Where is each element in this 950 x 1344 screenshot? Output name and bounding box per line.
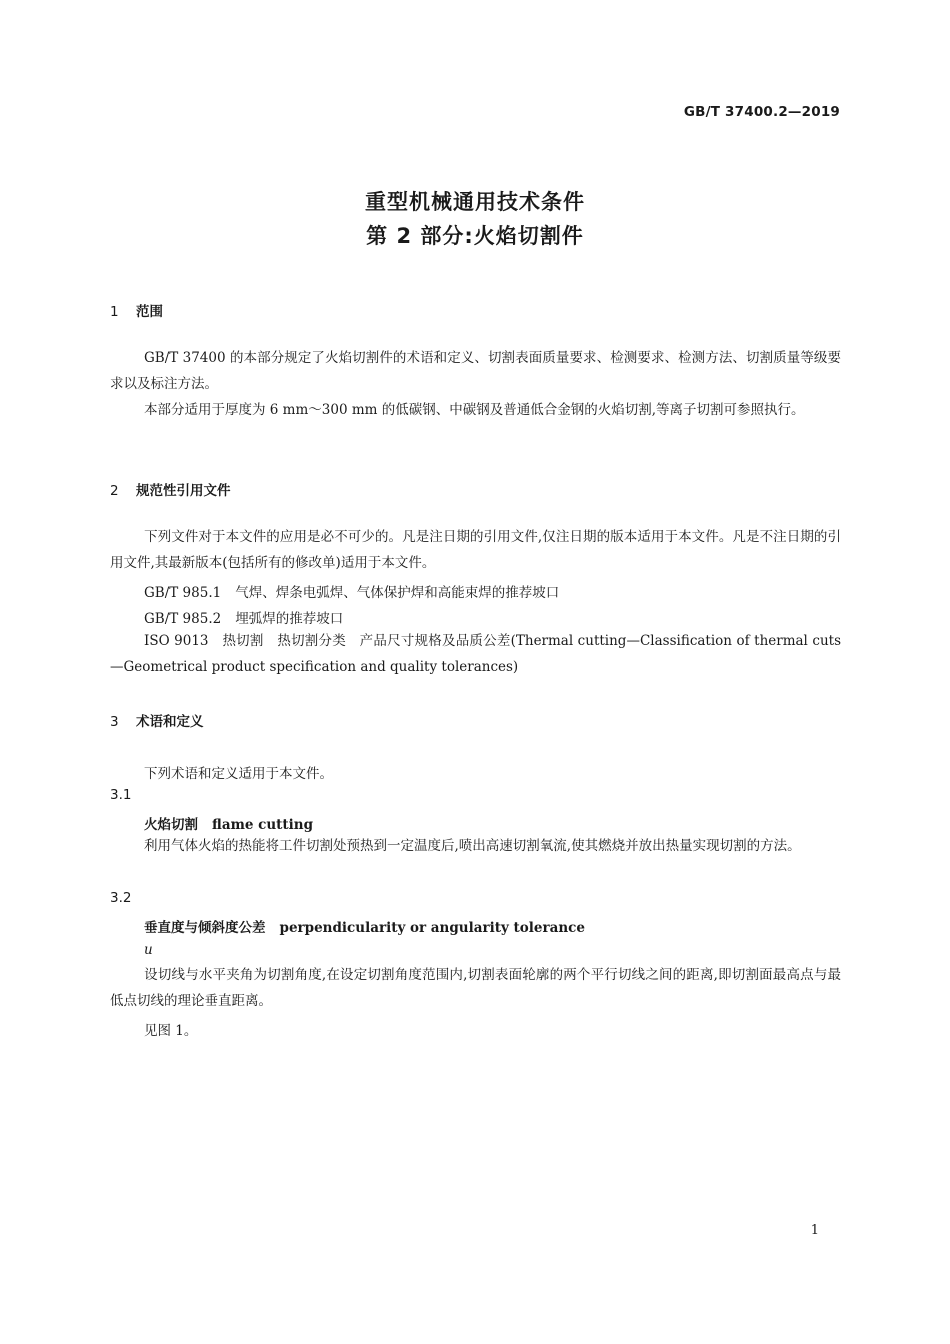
section-number: 2 [110, 483, 119, 499]
reference-text: ISO 9013 热切割 热切割分类 产品尺寸规格及品质公差(Thermal cutting—Classification of thermal cuts—Geometrical product specification and quality tolerances) [110, 633, 841, 675]
reference-code: GB/T 985.1 [144, 585, 222, 601]
reference-title: 埋弧焊的推荐坡口 [235, 611, 344, 627]
paragraph-text: 下列文件对于本文件的应用是必不可少的。凡是注日期的引用文件,仅注日期的版本适用于本文件。凡是不注日期的引用文件,其最新版本(包括所有的修改单)适用于本文件。 [110, 529, 841, 571]
section-2-paragraph-1 [110, 524, 841, 576]
term-name-en: perpendicularity or angularity tolerance [279, 920, 585, 936]
figure-reference-note: 见图 1。 [144, 1023, 198, 1039]
section-title: 范围 [136, 304, 163, 320]
definition-text: 设切线与水平夹角为切割角度,在设定切割角度范围内,切割表面轮廓的两个平行切线之间的距离,即切割面最高点与最低点切线的理论垂直距离。 [110, 967, 841, 1009]
reference-item-iso [110, 628, 841, 680]
term-name [144, 813, 313, 833]
paragraph-text: 本部分适用于厚度为 6 mm～300 mm 的低碳钢、中碳钢及普通低合金钢的火焰切割,等离子切割可参照执行。 [144, 402, 805, 418]
document-subtitle: 第 2 部分:火焰切割件 [366, 224, 584, 248]
section-1-paragraph-1 [110, 345, 841, 397]
term-name-zh: 垂直度与倾斜度公差 [144, 920, 266, 936]
section-title: 术语和定义 [136, 714, 204, 730]
term-name-en: flame cutting [212, 817, 314, 833]
reference-item [144, 607, 343, 627]
document-title: 重型机械通用技术条件 [365, 190, 585, 214]
term-number: 3.2 [110, 890, 132, 906]
term-definition [110, 833, 841, 859]
page-number: 1 [810, 1223, 819, 1238]
paragraph-text: GB/T 37400 的本部分规定了火焰切割件的术语和定义、切割表面质量要求、检测要求、检测方法、切割质量等级要求以及标注方法。 [110, 350, 841, 392]
term-name-zh: 火焰切割 [144, 817, 198, 833]
definition-text: 利用气体火焰的热能将工件切割处预热到一定温度后,喷出高速切割氧流,使其燃烧并放出热量实现切割的方法。 [144, 838, 801, 854]
section-3-intro: 下列术语和定义适用于本文件。 [144, 766, 333, 782]
section-1-paragraph-2 [110, 397, 841, 423]
section-2-heading [110, 479, 231, 499]
term-name [144, 916, 585, 936]
section-number: 3 [110, 714, 119, 730]
term-symbol: u [144, 942, 153, 958]
section-number: 1 [110, 304, 119, 320]
reference-code: GB/T 985.2 [144, 611, 222, 627]
reference-title: 气焊、焊条电弧焊、气体保护焊和高能束焊的推荐坡口 [235, 585, 560, 601]
section-title: 规范性引用文件 [136, 483, 231, 499]
term-number: 3.1 [110, 787, 132, 803]
section-3-heading [110, 710, 204, 730]
section-1-heading [110, 300, 163, 320]
reference-item [144, 581, 559, 601]
standard-number: GB/T 37400.2—2019 [683, 104, 840, 120]
term-definition [110, 962, 841, 1014]
